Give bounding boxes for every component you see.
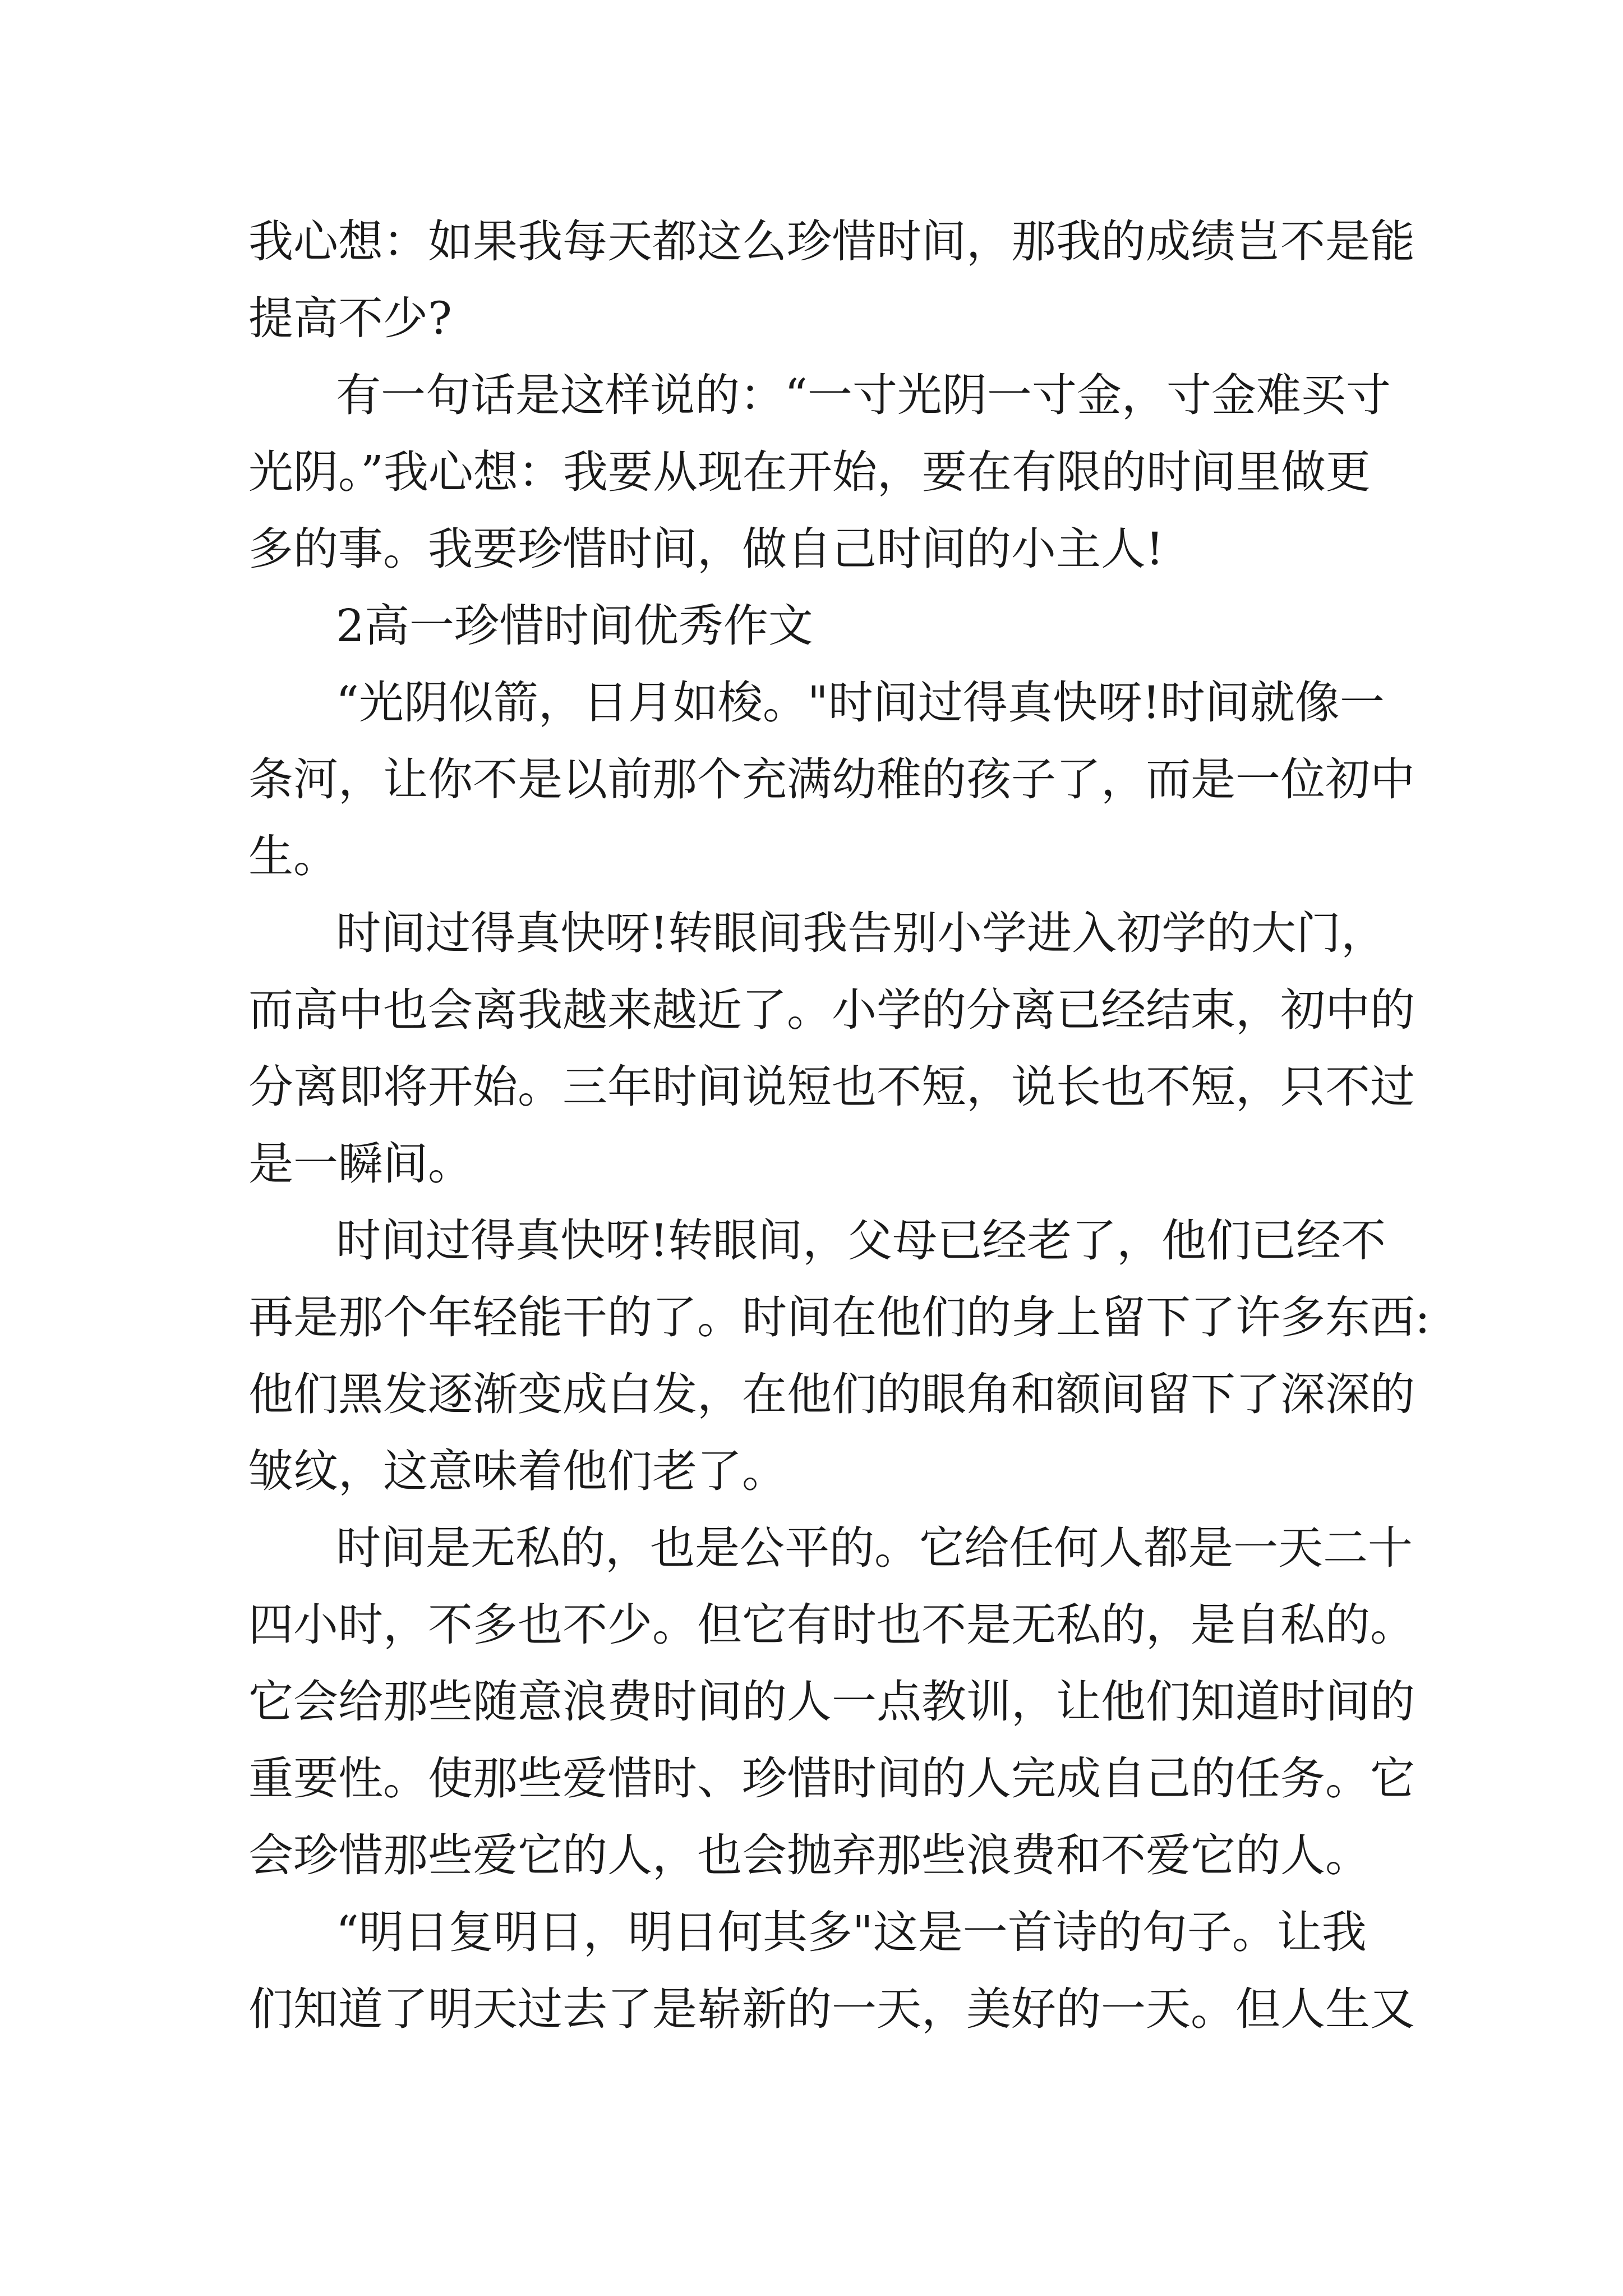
text-line: “明日复明日，明日何其多"这是一首诗的句子。让我 — [336, 1906, 1367, 1958]
text-line: 皱纹，这意味着他们老了。 — [248, 1445, 787, 1497]
text-line: “光阴似箭，日月如梭。"时间过得真快呀!时间就像一 — [336, 677, 1385, 729]
text-line: 四小时，不多也不少。但它有时也不是无私的，是自私的。 — [248, 1599, 1415, 1651]
text-line: 有一句话是这样说的：“一寸光阴一寸金，寸金难买寸 — [336, 369, 1391, 421]
text-line: 时间过得真快呀!转眼间，父母已经老了，他们已经不 — [336, 1214, 1386, 1267]
text-line: 分离即将开始。三年时间说短也不短，说长也不短，只不过 — [248, 1061, 1415, 1113]
text-line: 是一瞬间。 — [248, 1138, 473, 1190]
section-heading: 2高一珍惜时间优秀作文 — [336, 600, 813, 652]
text-line: 多的事。我要珍惜时间，做自己时间的小主人! — [248, 523, 1164, 575]
text-line: 时间是无私的，也是公平的。它给任何人都是一天二十 — [336, 1522, 1413, 1574]
text-line: 它会给那些随意浪费时间的人一点教训，让他们知道时间的 — [248, 1676, 1415, 1728]
text-line: 光阴。”我心想：我要从现在开始，要在有限的时间里做更 — [248, 446, 1371, 498]
text-line: 们知道了明天过去了是崭新的一天，美好的一天。但人生又 — [248, 1983, 1415, 2035]
text-line: 生。 — [248, 830, 338, 882]
text-line: 我心想：如果我每天都这么珍惜时间，那我的成绩岂不是能 — [248, 215, 1415, 268]
text-line: 会珍惜那些爱它的人，也会抛弃那些浪费和不爱它的人。 — [248, 1829, 1370, 1881]
text-line: 条河，让你不是以前那个充满幼稚的孩子了，而是一位初中 — [248, 753, 1415, 806]
text-line: 再是那个年轻能干的了。时间在他们的身上留下了许多东西: — [248, 1291, 1430, 1343]
text-line: 提高不少? — [248, 292, 452, 344]
text-line: 重要性。使那些爱惜时、珍惜时间的人完成自己的任务。它 — [248, 1752, 1415, 1805]
text-line: 时间过得真快呀!转眼间我告别小学进入初学的大门， — [336, 907, 1386, 959]
text-line: 而高中也会离我越来越近了。小学的分离已经结束，初中的 — [248, 984, 1415, 1036]
text-line: 他们黑发逐渐变成白发，在他们的眼角和额间留下了深深的 — [248, 1368, 1415, 1420]
